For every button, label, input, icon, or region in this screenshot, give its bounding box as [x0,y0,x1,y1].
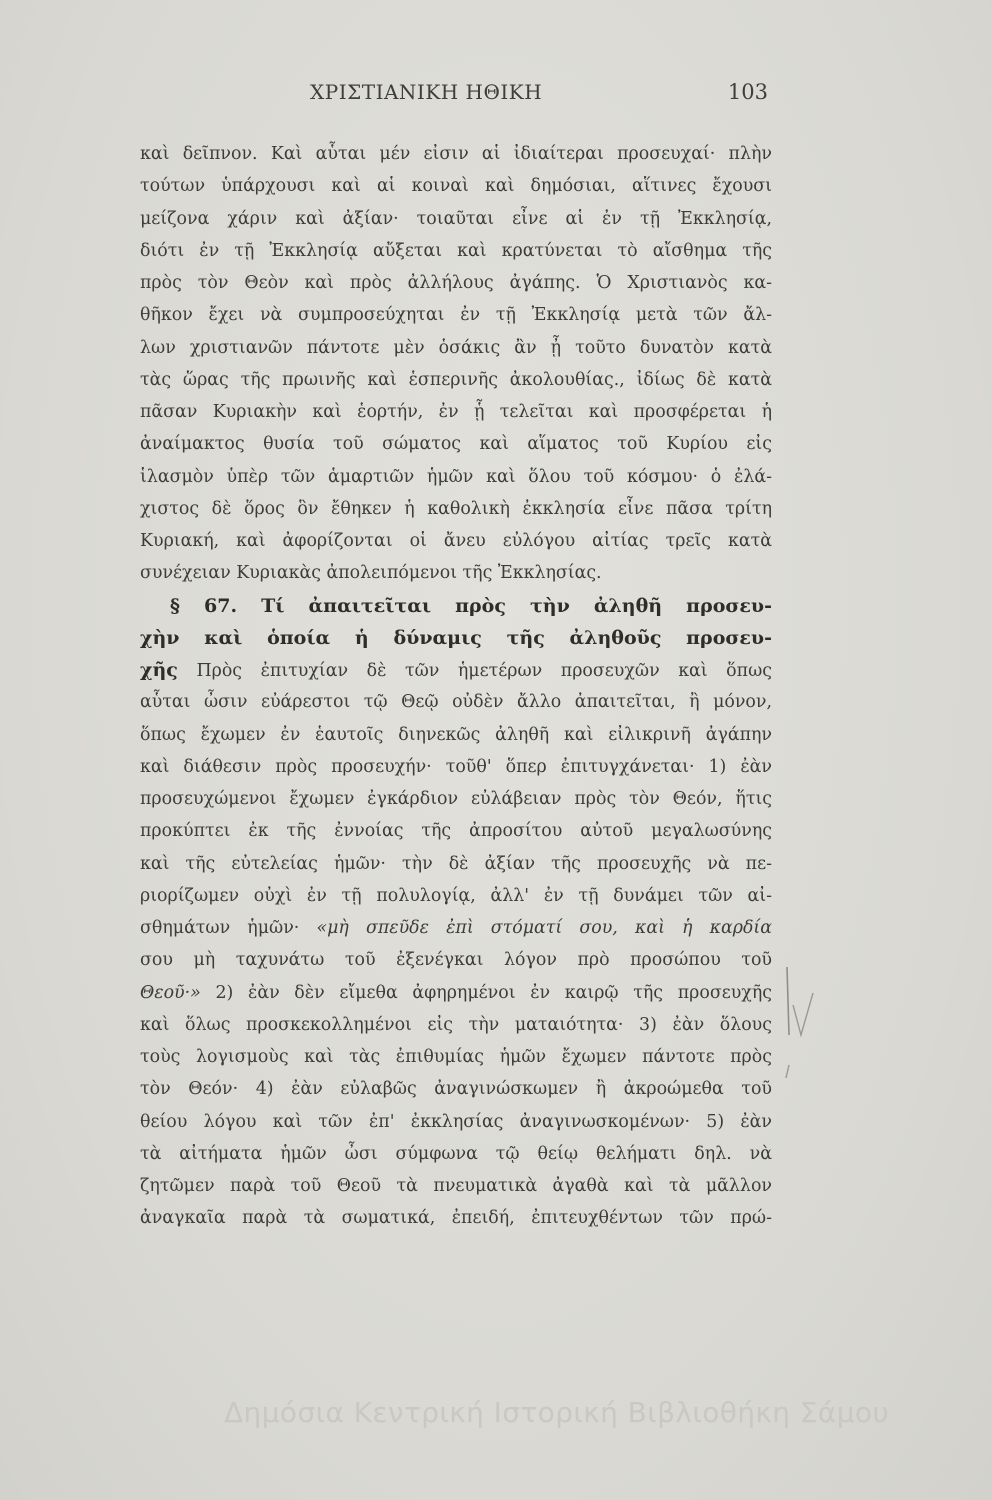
text-line: καὶ ὅλως προσκεκολλημένοι εἰς τὴν ματαιότητα· 3) ἐὰν ὅλους [140,1014,772,1035]
text-line: μείζονα χάριν καὶ ἀξίαν· τοιαῦται εἶνε αἱ ἐν τῇ Ἐκκλησίᾳ, [140,208,772,229]
text-line: διότι ἐν τῇ Ἐκκλησίᾳ αὔξεται καὶ κρατύνεται τὸ αἴσθημα τῆς [140,240,772,261]
text-line: πᾶσαν Κυριακὴν καὶ ἑορτήν, ἐν ᾗ τελεῖται καὶ προσφέρεται ἡ [140,402,772,422]
text-line: τὰς ὥρας τῆς πρωινῆς καὶ ἑσπερινῆς ἀκολουθίας., ἰδίως δὲ κατὰ [140,369,772,390]
text-segment: Πρὸς ἐπιτυχίαν δὲ τῶν ἡμετέρων προσευχῶν καὶ ὅπως [177,661,772,681]
body-text [140,138,772,1235]
text-line: καὶ τῆς εὐτελείας ἡμῶν· τὴν δὲ ἀξίαν τῆς προσευχῆς νὰ πε- [140,853,772,874]
section-heading: § 67. Τί ἀπαιτεῖται πρὸς τὴν ἀληθῆ προσευ- [170,594,772,617]
scripture-quote: σου μὴ ταχυνάτω τοῦ ἐξενέγκαι λόγον πρὸ προσώπου τοῦ [140,950,772,971]
text-line: προκύπτει ἐκ τῆς ἐννοίας τῆς ἀπροσίτου αὐτοῦ μεγαλωσύνης [140,821,772,842]
text-line: χιστος δὲ ὅρος ὃν ἔθηκεν ἡ καθολικὴ ἐκκλησία εἶνε πᾶσα τρίτη [140,498,772,519]
text-line: τὸν Θεόν· 4) ἐὰν εὐλαβῶς ἀναγινώσκωμεν ἢ ἀκροώμεθα τοῦ [140,1079,772,1100]
text-line: λων χριστιανῶν πάντοτε μὲν ὁσάκις ἂν ᾖ τοῦτο δυνατὸν κατὰ [140,337,772,358]
text-line: ἀναίμακτος θυσία τοῦ σώματος καὶ αἵματος τοῦ Κυρίου εἰς [140,434,772,455]
text-line: συνέχειαν Κυριακὰς ἀπολειπόμενοι τῆς Ἐκκλησίας. [140,563,602,584]
text-line: ἱλασμὸν ὑπὲρ τῶν ἁμαρτιῶν ἡμῶν καὶ ὅλου τοῦ κόσμου· ὁ ἐλά- [140,466,772,487]
text-line: ζητῶμεν παρὰ τοῦ Θεοῦ τὰ πνευματικὰ ἀγαθὰ καὶ τὰ μᾶλλον [140,1176,772,1196]
text-line: ριορίζωμεν οὐχὶ ἐν τῇ πολυλογίᾳ, ἀλλ' ἐν τῇ δυνάμει τῶν αἰ- [140,885,772,906]
text-line: τὰ αἰτήματα ἡμῶν ὦσι σύμφωνα τῷ θείῳ θελήματι δηλ. νὰ [140,1143,772,1164]
text-line: ἀναγκαῖα παρὰ τὰ σωματικά, ἐπειδή, ἐπιτευχθέντων τῶν πρώ- [140,1208,772,1229]
text-line [140,977,772,1009]
running-head [140,80,768,114]
pencil-margin-mark [783,965,823,1080]
text-line: τοὺς λογισμοὺς καὶ τὰς ἐπιθυμίας ἡμῶν ἔχωμεν πάντοτε πρὸς [140,1047,772,1067]
text-line: τούτων ὑπάρχουσι καὶ αἱ κοιναὶ καὶ δημόσιαι, αἵτινες ἔχουσι [140,176,772,197]
text-line: αὗται ὦσιν εὐάρεστοι τῷ Θεῷ οὐδὲν ἄλλο ἀπαιτεῖται, ἢ μόνον, [140,692,772,713]
text-line [140,912,772,944]
text-line: Κυριακή, καὶ ἀφορίζονται οἱ ἄνευ εὐλόγου αἰτίας τρεῖς κατὰ [140,531,772,551]
running-title: ΧΡΙΣΤΙΑΝΙΚΗ ΗΘΙΚΗ [310,80,543,104]
library-watermark: Δημόσια Κεντρική Ιστορική Βιβλιοθήκη Σάμου [224,1396,890,1429]
text-line: προσευχώμενοι ἔχωμεν ἐγκάρδιον εὐλάβειαν πρὸς τὸν Θεόν, ἥτις [140,789,772,809]
text-line: θείου λόγου καὶ τῶν ἐπ' ἐκκλησίας ἀναγινωσκομένων· 5) ἐὰν [140,1111,772,1132]
scripture-quote: «μὴ σπεῦδε ἐπὶ στόματί σου, καὶ ἡ καρδία [316,918,772,938]
text-line: πρὸς τὸν Θεὸν καὶ πρὸς ἀλλήλους ἀγάπης. Ὁ Χριστιανὸς κα- [140,273,772,293]
page-number: 103 [727,80,768,104]
text-line: θῆκον ἔχει νὰ συμπροσεύχηται ἐν τῇ Ἐκκλησίᾳ μετὰ τῶν ἄλ- [140,305,772,326]
text-segment: 2) ἐὰν δὲν εἴμεθα ἀφηρημένοι ἐν καιρῷ τῆς προσευχῆς [200,982,772,1003]
text-line: ὅπως ἔχωμεν ἐν ἑαυτοῖς διηνεκῶς ἀληθῆ καὶ εἰλικρινῆ ἀγάπην [140,724,772,745]
section-heading: χὴν καὶ ὁποία ἡ δύναμις τῆς ἀληθοῦς προσευ- [140,626,772,649]
section-heading: χῆς [140,659,178,681]
text-segment: σθημάτων ἡμῶν· [140,918,317,938]
text-line [140,654,772,686]
text-line: καὶ διάθεσιν πρὸς προσευχήν· τοῦθ' ὅπερ ἐπιτυγχάνεται· 1) ἐὰν [140,756,772,777]
scripture-quote: Θεοῦ·» [140,982,201,1003]
text-line: καὶ δεῖπνον. Καὶ αὗται μέν εἰσιν αἱ ἰδιαίτεραι προσευχαί· πλὴν [140,144,772,164]
